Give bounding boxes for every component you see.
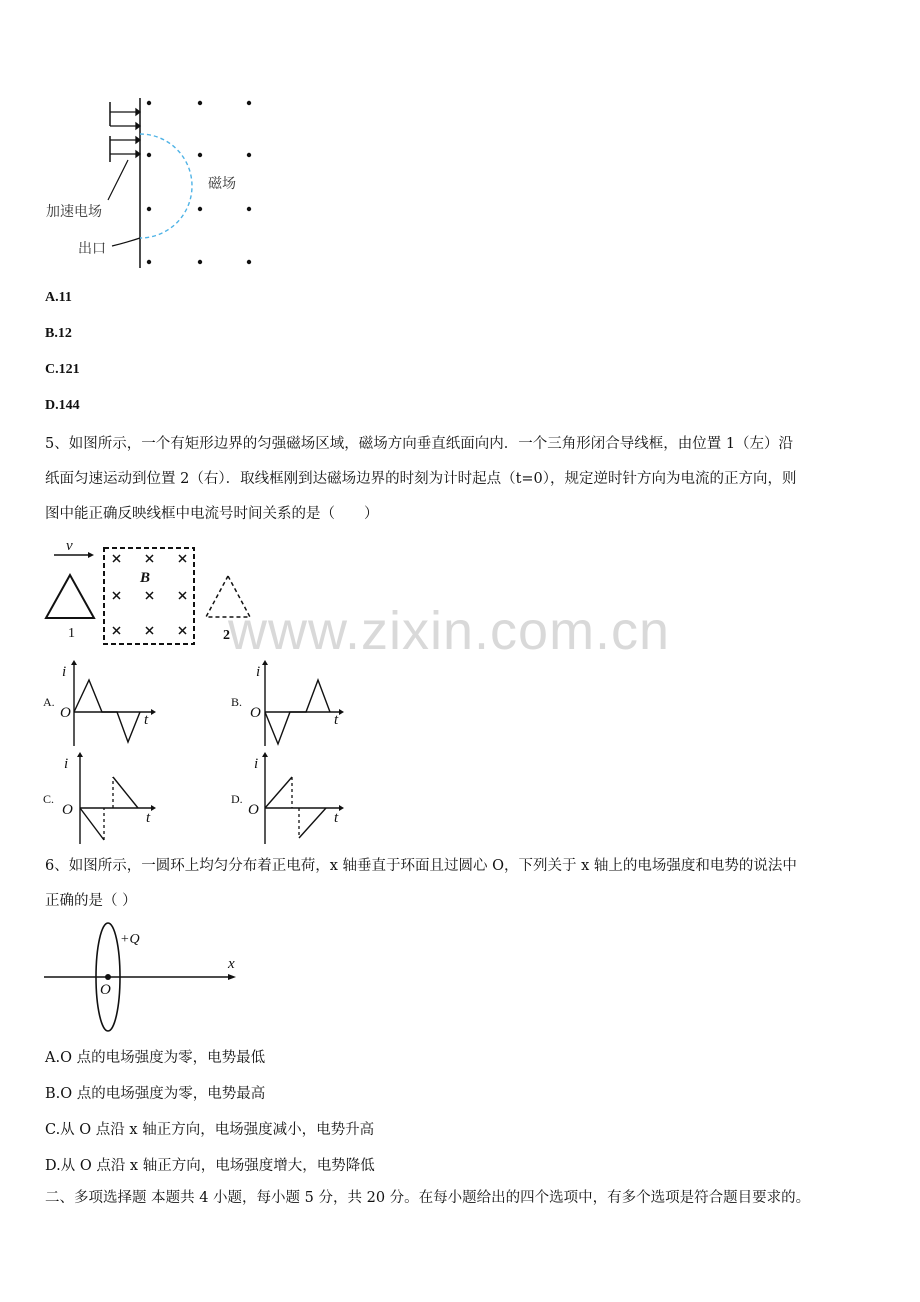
label-position-1: 1	[68, 626, 75, 641]
q4-option-b: B.12	[45, 326, 72, 341]
section-2-heading: 二、多项选择题 本题共 4 小题，每小题 5 分，共 20 分。在每小题给出的四个选项中，有多个选项是符合题目要求的。	[45, 1190, 811, 1206]
graph-d-axis-i: i	[254, 756, 259, 772]
q4-option-a: A.11	[45, 290, 72, 305]
graph-option-a	[42, 660, 162, 750]
figure-accelerator	[40, 90, 270, 275]
graph-d-axis-o: O	[248, 802, 259, 818]
graph-b-axis-o: O	[250, 705, 261, 721]
graph-a-axis-i: i	[62, 664, 67, 680]
q6-text-line2: 正确的是（ ）	[45, 893, 137, 909]
graph-option-b	[230, 660, 350, 750]
q4-option-d: D.144	[45, 398, 80, 413]
q6-option-a: A.O 点的电场强度为零，电势最低	[45, 1050, 266, 1066]
graph-b-axis-i: i	[256, 664, 261, 680]
q5-text-line1: 5、如图所示，一个有矩形边界的匀强磁场区域，磁场方向垂直纸面向内．一个三角形闭合导线框，由位置 1（左）沿	[45, 436, 794, 452]
label-position-2: 2	[223, 628, 230, 643]
graph-b-axis-t: t	[334, 712, 339, 728]
charged-ring-diagram	[40, 920, 250, 1038]
q4-option-c: C.121	[45, 362, 80, 377]
label-center-o: O	[100, 982, 111, 998]
figure-charged-ring	[40, 920, 250, 1038]
label-accel-field: 加速电场	[46, 204, 102, 220]
graph-c-axis-i: i	[64, 756, 69, 772]
q6-option-c: C.从 O 点沿 x 轴正方向，电场强度减小，电势升高	[45, 1122, 375, 1138]
graph-a-axis-t: t	[144, 712, 149, 728]
q6-option-b: B.O 点的电场强度为零，电势最高	[45, 1086, 266, 1102]
graph-b-label: B.	[231, 695, 243, 709]
label-velocity: v	[66, 538, 73, 554]
figure-triangle-field	[40, 540, 255, 650]
graph-c-axis-t: t	[146, 810, 151, 826]
label-field-b: B	[140, 570, 151, 586]
label-magnetic-field: 磁场	[208, 176, 236, 192]
graph-option-d	[230, 752, 350, 847]
label-axis-x: x	[228, 956, 235, 972]
graph-d-axis-t: t	[334, 810, 339, 826]
graph-option-c	[42, 752, 162, 847]
graph-c-plot	[42, 752, 162, 847]
label-exit: 出口	[78, 241, 106, 257]
q5-text-line3: 图中能正确反映线框中电流号时间关系的是（ ）	[45, 506, 379, 522]
graph-d-label: D.	[231, 792, 243, 806]
watermark: www.zixin.com.cn	[228, 601, 671, 661]
q5-text-line2: 纸面匀速运动到位置 2（右）．取线框刚到达磁场边界的时刻为计时起点（t=0），规定逆时针方向为电流的正方向，则	[45, 471, 797, 487]
graph-b-plot	[230, 660, 350, 750]
label-charge-q: +Q	[120, 932, 140, 947]
graph-c-label: C.	[43, 792, 55, 806]
q6-option-d: D.从 O 点沿 x 轴正方向，电场强度增大，电势降低	[45, 1158, 375, 1174]
graph-a-label: A.	[43, 695, 55, 709]
graph-d-plot	[230, 752, 350, 847]
graph-a-axis-o: O	[60, 705, 71, 721]
graph-c-axis-o: O	[62, 802, 73, 818]
q6-text-line1: 6、如图所示，一圆环上均匀分布着正电荷，x 轴垂直于环面且过圆心 O，下列关于 x 轴上的电场强度和电势的说法中	[45, 858, 797, 874]
